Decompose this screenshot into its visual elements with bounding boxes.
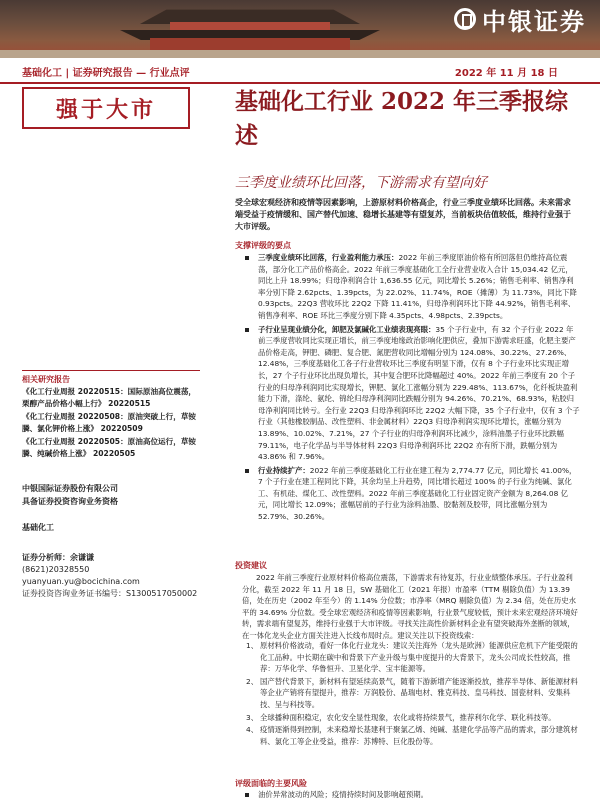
investment-heading: 投资建议 [235, 561, 267, 570]
report-title: 基础化工行业 2022 年三季报综述 [235, 88, 569, 149]
investment-item: 4、 疫情逐渐得到控制，未来稳增长基建利于聚氯乙烯、纯碱、基建化学品等产品的需求，部分建筑材料、氯化工等企业受益，推荐：苏博特、巨化股份等。 [246, 725, 578, 746]
firm-qualification: 具备证券投资咨询业务资格 [22, 497, 118, 506]
highlight-item: 行业持续扩产：2022 年前三季度基础化工行业在建工程为 2,774.77 亿元，同比增长 41.00%，7 个子行业在建工程同比下降，其余均呈上升趋势，同比增长超过 100% 的子行业为纯碱、氯化工、有机硅、煤化工、改性塑料。2022 年前三季度基础化工行业固定资产金额为 8,264.08 亿元，同比增长 12.09%；涨幅居前的子行业为涂料油墨、胶黏剂及胶带，同比涨幅分别为 52.79%、30.26%。 [242, 465, 580, 523]
report-category: 基础化工 | 证券研究报告 — 行业点评 [22, 68, 190, 79]
analyst-info [22, 552, 197, 600]
firm-info [22, 482, 118, 508]
risk-heading: 评级面临的主要风险 [235, 779, 307, 788]
banner-plaza [0, 50, 600, 58]
header-banner [0, 0, 600, 58]
department: 基础化工 [22, 523, 54, 532]
related-report-link[interactable]: 《化工行业周报 20220508：原油突破上行，草铵膦、氯化钾价格上涨》 20220509 [22, 412, 197, 433]
related-report-link[interactable]: 《化工行业周报 20220505：原油高位运行，草铵膦、纯碱价格上涨》 20220505 [22, 437, 197, 458]
related-heading: 相关研究报告 [22, 375, 70, 384]
risk-list [242, 789, 580, 801]
investment-item: 2、 国产替代背景下，新材料有望延续高景气，随着下游新增产能逐渐投放，推荐半导体、新能源材料等企业产销将有望提升，推荐：万润股份、晶瑞电材、雅克科技、皇马科技、国瓷材料、安集科技、呈与科技等。 [246, 676, 578, 709]
analyst-email[interactable]: yuanyuan.yu@bocichina.com [22, 577, 140, 586]
sidebar-divider [22, 370, 200, 371]
related-reports [22, 386, 202, 461]
investment-paragraph: 2022 年前三季度行业原材料价格高位震荡，下游需求有待复苏，行业业绩整体承压。子行业盈利分化，截至 2022 年 11 月 18 日，SW 基础化工（2021 年报）市盈率（TTM 剔除负值）为 13.39 倍，处在历史（2002 年至今）的 1.14% 分位数；市净率（MRQ 剔除负值）为 2.34 倍，处在历史水平的 34.69% 分位数。受全球宏观经济和疫情等因素影响，行业景气度较低，预计未来宏观经济环境好转，需求端有望复苏，维持行业强于大市评级。寻找关注高性价新材料企业有望突破海外垄断的领域，在一体化龙头企业方面关注进入长线布局时点。建议关注以下投资线索： [242, 573, 578, 640]
report-date: 2022 年 11 月 18 日 [454, 68, 558, 79]
highlights-heading: 支撑评级的要点 [235, 241, 291, 250]
report-subheader [0, 58, 600, 84]
highlight-item: 三季度业绩环比回落，行业盈利能力承压：2022 年前三季度原油价格有所回落但仍维持高位震荡，部分化工产品价格高企。2022 年前三季度基础化工全行业营业收入合计 15,034.42 亿元，同比上升 18.99%；归母净利润合计 1,636.55 亿元，同比增长 5.26%；销售毛利率、销售净利率分别下降 2.62pcts、1.39pcts，为 22.02%、11.74%，ROE（摊薄）为 11.73%，同比下降 0.93pcts。22Q3 营收环比 22Q2 下降 11.41%，归母净利润环比下降 44.92%，销售毛利率、销售净利率、ROE 环比三季度分别下降 4.35pcts、4.98pcts、2.39pcts。 [242, 252, 580, 322]
investment-list [242, 640, 580, 748]
analyst-phone: (8621)20328550 [22, 565, 90, 574]
brand-name: 中银证券 [482, 6, 586, 36]
report-lede: 受全球宏观经济和疫情等因素影响，上游原材料价格高企，行业三季度业绩环比回落。未来需求端受益于疫情缓和、国产替代加速、稳增长基建等有望复苏，当前板块估值较低，维持行业强于大市评级。 [235, 198, 571, 231]
rating-box [22, 87, 190, 129]
investment-item: 1、 原材料价格波动，看好一体化行业龙头：建议关注海外（龙头是欧洲）能源供应危机下产能受限的化工品种。中长期在碳中和背景下产业升级与集中度提升的大背景下，龙头公司成长性较高，推荐：万华化学、华鲁恒升、卫星化学、宝丰能源等。 [246, 641, 578, 674]
related-report-link[interactable]: 《化工行业周报 20220515：国际原油高位震荡，栗醇产品价格小幅上行》 20220515 [22, 387, 197, 408]
investment-item: 3、 全球播种面积稳定，农化安全显性现象，农化或将持续景气，推荐利尔化学、联化科技等。 [246, 712, 556, 722]
firm-name: 中银国际证券股份有限公司 [22, 484, 118, 493]
highlight-item: 子行业呈现业绩分化，卸肥及氯碱化工业绩表现亮眼：35 个子行业中，有 32 个子行业 2022 年前三季度营收同比实现正增长，前三季度地缘政治影响化肥供应，叠加下游需求旺盛，化肥主要产品价格走高，钾肥、磷肥、复合肥、氮肥营收同比增幅分别为 124.08%、30.22%、27.26%、12.48%，三季度基础化工各子行业营收环比三季度有明显下滑，仅有 8 个子行业环比实现正增长，27 个子行业环比出现负增长，其中复合肥环比降幅超过 40%。2022 年前三季度有 20 个子行业的归母净利润同比实现增长，钾肥、氯化工涨幅分别为 229.48%、113.67%，化纤板块盈利能力下滑，涤纶、氨纶、锦纶归母净利润同比跌幅分别为 94.26%、70.21%、68.93%，粘胶归母净利润同比转亏。全行业 22Q3 归母净利润环比 22Q2 大幅下降，35 个子行业中，仅有 3 个子行业（其他橡胶制品、改性塑料、非金属材料）22Q3 归母净利润实现环比增长，涨幅分别为 13.89%、10.02%、7.21%，27 个子行业的归母净利润环比减少，涂料油墨子行业环比跌幅 79.11%，电子化学品与半导体材料 22Q3 归母净利润环比 22Q2 亦有所下滑，跌幅分别为 43.86% 和 7.96%。 [242, 324, 580, 463]
risk-item: 油价异常波动的风险；疫情持续时间及影响超预期。 [242, 789, 580, 801]
boc-logo-icon [454, 8, 476, 30]
brand-logo [454, 4, 586, 34]
highlights-list [242, 252, 580, 525]
analyst-cert: 证券投资咨询业务证书编号：S1300517050002 [22, 589, 198, 598]
rating-label: 强于大市 [55, 96, 156, 123]
analyst-name: 证券分析师：余谦谦 [22, 553, 94, 562]
report-subtitle: 三季度业绩环比回落，下游需求有望向好 [235, 175, 487, 191]
